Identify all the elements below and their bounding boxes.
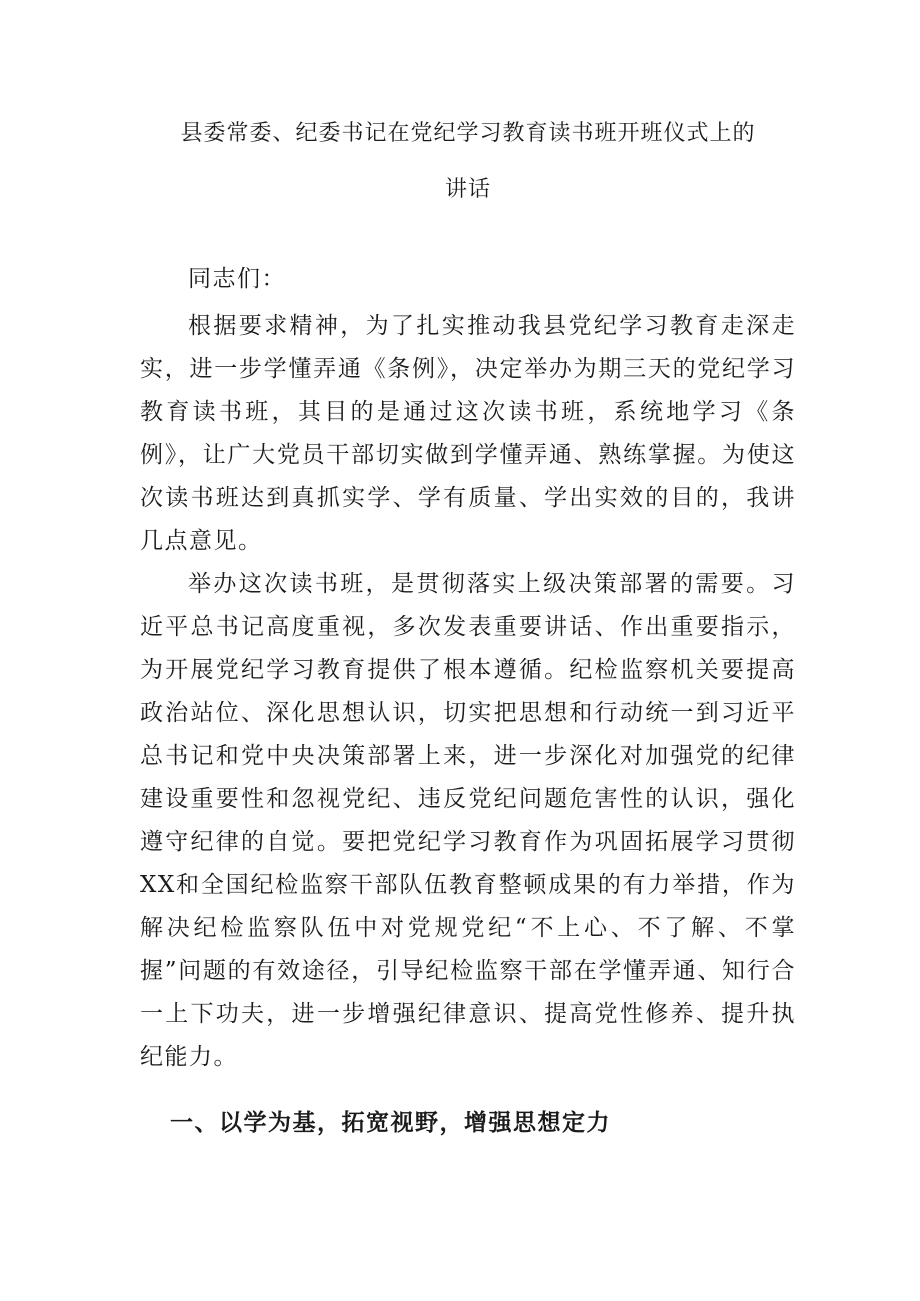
- paragraph-1: 根据要求精神，为了扎实推动我县党纪学习教育走深走实，进一步学懂弄通《条例》，决定举办为期三天的党纪学习教育读书班，其目的是通过这次读书班，系统地学习《条例》，让广大党员干部切实做到学懂弄通、熟练掌握。为使这次读书班达到真抓实学、学有质量、学出实效的目的，我讲几点意见。: [140, 313, 796, 554]
- title-line-1: 县委常委、纪委书记在党纪学习教育读书班开班仪式上的: [180, 121, 756, 146]
- document-title: [140, 0, 796, 218]
- salutation: 同志们：: [188, 266, 286, 292]
- title-line-2: 讲话: [444, 177, 491, 202]
- paragraph-2: 举办这次读书班，是贯彻落实上级决策部署的需要。习近平总书记高度重视，多次发表重要讲话、作出重要指示，为开展党纪学习教育提供了根本遵循。纪检监察机关要提高政治站位、深化思想认识，切实把思想和行动统一到习近平总书记和党中央决策部署上来，进一步深化对加强党的纪律建设重要性和忽视党纪、违反党纪问题危害性的认识，强化遵守纪律的自觉。要把党纪学习教育作为巩固拓展学习贯彻XX和全国纪检监察干部队伍教育整顿成果的有力举措，作为解决纪检监察队伍中对党规党纪“不上心、不了解、不掌握”问题的有效途径，引导纪检监察干部在学懂弄通、知行合一上下功夫，进一步增强纪律意识、提高党性修养、提升执纪能力。: [140, 571, 796, 1070]
- document-body: [140, 258, 796, 1144]
- section-heading-1: 一、以学为基，拓宽视野，增强思想定力: [170, 1109, 611, 1136]
